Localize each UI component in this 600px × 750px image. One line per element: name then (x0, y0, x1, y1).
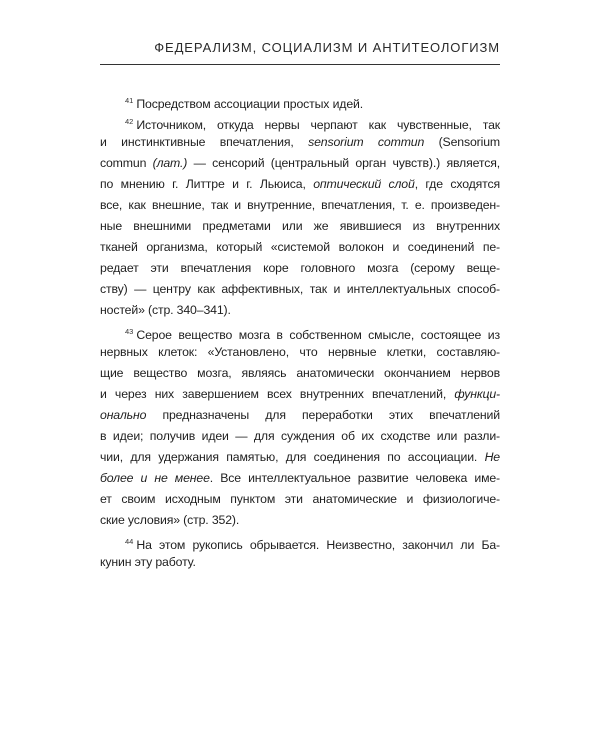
emphasis: онально (100, 408, 147, 422)
note-line: чии, для удержания памятью, для соединения по ассоциации. Не (100, 450, 500, 464)
note-line: и инстинктивные впечатления, sensorium commun (Sensorium (100, 135, 500, 149)
note-line: $^{43}$ Серое вещество мозга в собственном смысле, состоящее из (125, 327, 500, 342)
note-line: нервных клеток: «Установлено, что нервные клетки, составляю- (100, 345, 500, 359)
note-line: ству) — центру как аффективных, так и интеллектуальных способ- (100, 282, 500, 296)
endnote-44 (100, 531, 500, 573)
note-line: в идеи; получив идеи — для суждения об их сходстве или разли- (100, 429, 500, 443)
note-line: все, как внешние, так и внутренние, впечатления, т. е. произведен- (100, 198, 500, 212)
emphasis: функци- (454, 387, 500, 401)
endnote-41 (100, 90, 500, 111)
emphasis: Не (484, 450, 500, 464)
note-line: онально предназначены для переработки этих впечатлений (100, 408, 500, 422)
note-line: более и не менее. Все интеллектуальное развитие человека име- (100, 471, 501, 485)
note-number: 43 (125, 327, 134, 336)
language-abbrev: (лат.) (152, 156, 188, 170)
emphasis: оптический слой (313, 177, 415, 191)
note-line: тканей организма, который «системой волокон и соединений пе- (100, 240, 500, 254)
note-line: $^{41}$ Посредством ассоциации простых идей. (125, 96, 363, 111)
note-line: $^{44}$ На этом рукопись обрывается. Неизвестно, закончил ли Ба- (125, 537, 500, 552)
note-number: 42 (125, 117, 134, 126)
note-line: по мнению г. Литтре и г. Льюиса, оптический слой, где сходятся (100, 177, 500, 191)
endnote-42 (100, 111, 500, 321)
endnotes (100, 90, 500, 573)
note-line: редает эти впечатления коре головного мозга (серому веще- (100, 261, 500, 275)
emphasis: более и не менее (100, 471, 210, 485)
note-line: ские условия» (стр. 352). (100, 513, 240, 527)
endnote-43 (100, 321, 500, 531)
note-line: ные внешними предметами или же явившиеся из внутренних (100, 219, 500, 233)
running-header-title: ФЕДЕРАЛИЗМ, СОЦИАЛИЗМ И АНТИТЕОЛОГИЗМ (154, 40, 500, 55)
note-number: 44 (125, 537, 134, 546)
header-rule (100, 64, 500, 65)
note-line: $^{42}$ Источником, откуда нервы черпают как чувственные, так (125, 117, 500, 132)
note-line: ет своим исходным пунктом эти анатомические и физиологиче- (100, 492, 500, 506)
note-line: commun (лат.) — сенсорий (центральный орган чувств).) является, (100, 156, 500, 170)
note-number: 41 (125, 96, 134, 105)
note-line: кунин эту работу. (100, 555, 196, 569)
note-line: щие вещество мозга, являясь анатомически окончанием нервов (100, 366, 500, 380)
latin-term: sensorium commun (308, 135, 425, 149)
note-line: и через них завершением всех внутренних впечатлений, функци- (100, 387, 500, 401)
note-line: ностей» (стр. 340–341). (100, 303, 231, 317)
